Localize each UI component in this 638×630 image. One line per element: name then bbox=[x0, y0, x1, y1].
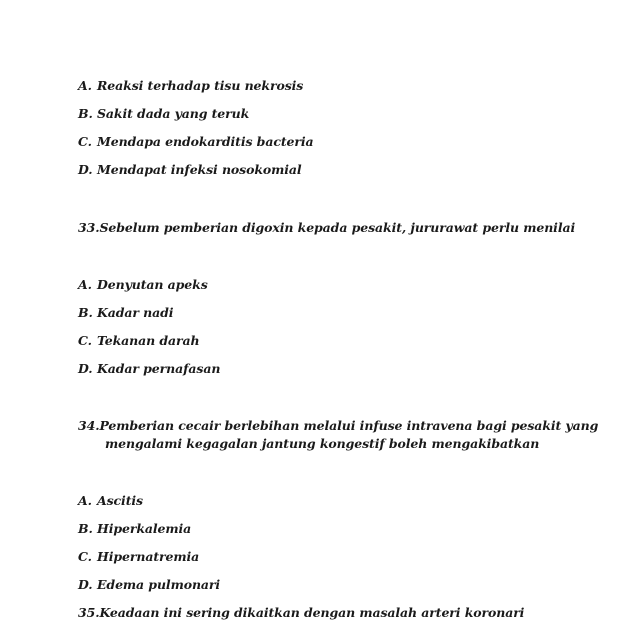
q32-option-d bbox=[78, 162, 302, 177]
option-letter: B. bbox=[78, 305, 93, 320]
option-letter: D. bbox=[78, 361, 93, 376]
q34-question-line2: mengalami kegagalan jantung kongestif boleh mengakibatkan bbox=[105, 436, 540, 451]
q33-option-a bbox=[78, 277, 208, 292]
q34-option-b bbox=[78, 521, 191, 536]
q35-question: 35.Keadaan ini sering dikaitkan dengan masalah arteri koronari bbox=[78, 605, 525, 620]
option-text: Denyutan apeks bbox=[97, 277, 208, 292]
q34-option-d bbox=[78, 577, 220, 592]
option-letter: A. bbox=[78, 493, 92, 508]
option-text: Tekanan darah bbox=[97, 333, 200, 348]
option-letter: B. bbox=[78, 106, 93, 121]
q32-option-c bbox=[78, 134, 314, 149]
option-letter: C. bbox=[78, 549, 92, 564]
option-text: Reaksi terhadap tisu nekrosis bbox=[97, 78, 304, 93]
option-text: Hiperkalemia bbox=[97, 521, 192, 536]
option-letter: D. bbox=[78, 162, 93, 177]
option-letter: A. bbox=[78, 78, 92, 93]
q33-option-c bbox=[78, 333, 200, 348]
option-text: Sakit dada yang teruk bbox=[97, 106, 250, 121]
option-text: Kadar nadi bbox=[97, 305, 174, 320]
q34-option-a bbox=[78, 493, 143, 508]
q33-option-b bbox=[78, 305, 173, 320]
option-text: Kadar pernafasan bbox=[97, 361, 221, 376]
q33-option-d bbox=[78, 361, 220, 376]
option-text: Hipernatremia bbox=[97, 549, 200, 564]
q34-question-line1: 34.Pemberian cecair berlebihan melalui infuse intravena bagi pesakit yang bbox=[78, 418, 599, 433]
option-letter: A. bbox=[78, 277, 92, 292]
q33-question: 33.Sebelum pemberian digoxin kepada pesakit, jururawat perlu menilai bbox=[78, 220, 576, 235]
option-letter: C. bbox=[78, 134, 92, 149]
option-text: Ascitis bbox=[97, 493, 143, 508]
option-letter: C. bbox=[78, 333, 92, 348]
q32-option-a bbox=[78, 78, 303, 93]
q32-option-b bbox=[78, 106, 249, 121]
option-text: Mendapa endokarditis bacteria bbox=[97, 134, 314, 149]
option-letter: B. bbox=[78, 521, 93, 536]
option-text: Mendapat infeksi nosokomial bbox=[97, 162, 302, 177]
option-letter: D. bbox=[78, 577, 93, 592]
q34-option-c bbox=[78, 549, 199, 564]
option-text: Edema pulmonari bbox=[97, 577, 221, 592]
